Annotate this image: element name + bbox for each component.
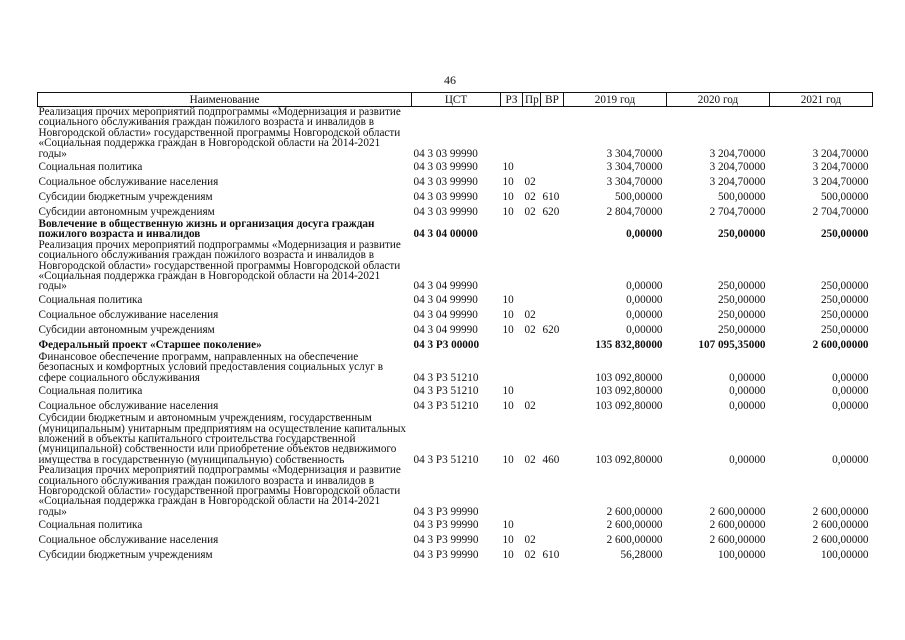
row-amount-2021: 100,00000	[820, 549, 869, 562]
table-row	[38, 352, 873, 383]
row-pr	[523, 159, 541, 174]
row-name: Социальная политика	[38, 293, 143, 306]
row-vr	[541, 240, 564, 292]
row-amount-2021: 2 704,70000	[812, 206, 869, 219]
row-pr	[523, 107, 541, 160]
row-amount-2020: 100,00000	[717, 549, 766, 562]
row-pr	[523, 465, 541, 517]
row-pr	[523, 219, 541, 240]
header-2020: 2020 год	[667, 93, 770, 107]
row-cst: 04 3 03 99990	[413, 206, 478, 219]
row-amount-2019: 3 304,70000	[606, 176, 663, 189]
table-row	[38, 337, 873, 352]
row-name: Социальное обслуживание населения	[38, 176, 219, 189]
row-name: Реализация прочих мероприятий подпрограммы «Модернизация и развитие социального обслуживания граждан пожилого возраста и инвалидов в Новгородской области» государственной программы Новгородской области «Социальная поддержка граждан в Новгородской области на 2014-2021 годы»	[38, 239, 401, 292]
row-amount-2021: 2 600,00000	[812, 505, 869, 518]
row-amount-2021: 3 204,70000	[812, 176, 869, 189]
row-amount-2020: 250,00000	[717, 323, 766, 336]
row-pr: 02	[524, 534, 536, 547]
row-name: Социальное обслуживание населения	[38, 308, 219, 321]
row-rz	[501, 107, 523, 160]
row-vr	[541, 352, 564, 383]
row-name: Финансовое обеспечение программ, направленных на обеспечение безопасных и комфортных условий предоставления социальных услуг в сфере социального обслуживания	[38, 351, 383, 384]
row-amount-2021: 3 204,70000	[812, 147, 869, 160]
row-vr: 620	[542, 206, 560, 219]
row-name: Федеральный проект «Старшее поколение»	[38, 338, 262, 351]
table-row	[38, 219, 873, 240]
row-amount-2020: 250,00000	[717, 228, 766, 240]
header-rz: РЗ	[501, 93, 523, 107]
row-amount-2020: 2 600,00000	[709, 534, 766, 547]
row-vr: 460	[542, 453, 560, 466]
row-cst: 04 3 P3 99990	[413, 549, 479, 562]
row-amount-2019: 56,28000	[620, 549, 663, 562]
row-name: Социальное обслуживание населения	[38, 534, 219, 547]
row-vr	[541, 337, 564, 352]
row-rz: 10	[502, 453, 514, 466]
row-cst: 04 3 P3 51210	[413, 400, 479, 413]
row-cst: 04 3 04 99990	[413, 323, 478, 336]
row-pr	[523, 292, 541, 307]
row-vr	[541, 107, 564, 160]
row-amount-2020: 3 204,70000	[709, 176, 766, 189]
row-rz	[501, 465, 523, 517]
row-name: Социальное обслуживание населения	[38, 400, 219, 413]
row-amount-2019: 2 600,00000	[606, 534, 663, 547]
row-cst: 04 3 P3 00000	[413, 338, 480, 351]
row-rz	[501, 240, 523, 292]
table-row	[38, 383, 873, 398]
row-vr	[541, 174, 564, 189]
row-pr: 02	[524, 549, 536, 562]
row-amount-2020: 2 704,70000	[709, 206, 766, 219]
row-cst: 04 3 04 99990	[413, 293, 478, 306]
row-name: Реализация прочих мероприятий подпрограммы «Модернизация и развитие социального обслуживания граждан пожилого возраста и инвалидов в Новгородской области» государственной программы Новгородской области «Социальная поддержка граждан в Новгородской области на 2014-2021 годы»	[38, 106, 401, 160]
row-vr	[541, 292, 564, 307]
row-cst: 04 3 03 99990	[413, 176, 478, 189]
row-pr	[523, 352, 541, 383]
table-row	[38, 465, 873, 517]
row-amount-2019: 3 304,70000	[606, 161, 663, 174]
row-amount-2021: 0,00000	[832, 453, 869, 466]
row-amount-2021: 2 600,00000	[812, 534, 869, 547]
row-amount-2019: 2 804,70000	[606, 206, 663, 219]
row-rz: 10	[502, 308, 514, 321]
table-body	[38, 107, 873, 563]
row-rz: 10	[502, 176, 514, 189]
row-amount-2019: 500,00000	[614, 191, 663, 204]
row-amount-2020: 0,00000	[729, 400, 766, 413]
row-cst: 04 3 04 99990	[413, 308, 478, 321]
row-pr: 02	[524, 191, 536, 204]
table-row	[38, 517, 873, 532]
table-header-row	[38, 93, 873, 107]
table-row	[38, 307, 873, 322]
row-rz: 10	[502, 206, 514, 219]
row-amount-2020: 3 204,70000	[709, 161, 766, 174]
row-cst: 04 3 03 99990	[413, 147, 478, 160]
header-2021: 2021 год	[770, 93, 873, 107]
row-name: Субсидии бюджетным учреждениям	[38, 191, 213, 204]
row-amount-2021: 3 204,70000	[812, 161, 869, 174]
row-name: Социальная политика	[38, 161, 143, 174]
table-row	[38, 107, 873, 160]
row-pr: 02	[524, 176, 536, 189]
row-amount-2019: 0,00000	[626, 323, 663, 336]
row-amount-2020: 107 095,35000	[698, 338, 766, 351]
row-amount-2019: 0,00000	[626, 308, 663, 321]
row-amount-2021: 2 600,00000	[812, 519, 869, 532]
table-row	[38, 204, 873, 219]
row-amount-2019: 2 600,00000	[606, 519, 663, 532]
row-cst: 04 3 P3 99990	[413, 519, 479, 532]
row-amount-2019: 135 832,80000	[595, 338, 663, 351]
row-amount-2021: 0,00000	[832, 371, 869, 384]
row-pr: 02	[524, 400, 536, 413]
row-cst: 04 3 03 99990	[413, 161, 478, 174]
row-rz	[501, 337, 523, 352]
row-amount-2020: 500,00000	[717, 191, 766, 204]
row-amount-2019: 103 092,80000	[595, 371, 663, 384]
row-vr	[541, 517, 564, 532]
row-cst: 04 3 P3 51210	[413, 453, 479, 466]
table-row	[38, 292, 873, 307]
row-cst: 04 3 04 00000	[413, 228, 478, 240]
row-rz	[501, 352, 523, 383]
row-rz: 10	[502, 161, 514, 174]
row-name: Субсидии бюджетным учреждениям	[38, 549, 213, 562]
row-vr	[541, 159, 564, 174]
row-name: Субсидии автономным учреждениям	[38, 206, 215, 219]
table-row	[38, 398, 873, 413]
table-row	[38, 240, 873, 292]
row-name: Социальная политика	[38, 385, 143, 398]
row-amount-2019: 3 304,70000	[606, 147, 663, 160]
header-pr: Пр	[523, 93, 541, 107]
row-amount-2021: 250,00000	[820, 308, 869, 321]
table-row	[38, 413, 873, 465]
row-amount-2019: 103 092,80000	[595, 400, 663, 413]
row-rz: 10	[502, 385, 514, 398]
row-name: Субсидии бюджетным и автономным учреждениям, государственным (муниципальным) унитарным предприятиям на осуществление капитальных вложений в объекты капитального строительства государственной (муниципальной) собственности или приобретение объектов недвижимого имущества в государственную (муниципальную) собственность	[38, 413, 407, 466]
budget-table	[37, 92, 873, 562]
row-rz: 10	[502, 191, 514, 204]
row-amount-2020: 0,00000	[729, 385, 766, 398]
row-rz: 10	[502, 323, 514, 336]
row-amount-2021: 250,00000	[820, 293, 869, 306]
header-cst: ЦСТ	[412, 93, 501, 107]
row-amount-2020: 2 600,00000	[709, 519, 766, 532]
row-amount-2019: 0,00000	[626, 228, 663, 240]
row-amount-2019: 2 600,00000	[606, 505, 663, 518]
row-cst: 04 3 P3 99990	[413, 534, 479, 547]
table-row	[38, 159, 873, 174]
row-amount-2021: 250,00000	[820, 323, 869, 336]
row-vr	[541, 383, 564, 398]
row-pr	[523, 240, 541, 292]
row-pr: 02	[524, 453, 536, 466]
row-amount-2020: 0,00000	[729, 453, 766, 466]
row-cst: 04 3 03 99990	[413, 191, 478, 204]
header-name: Наименование	[38, 93, 412, 107]
page-number: 46	[444, 73, 456, 87]
table-row	[38, 174, 873, 189]
row-pr	[523, 517, 541, 532]
row-rz: 10	[502, 400, 514, 413]
row-amount-2021: 0,00000	[832, 400, 869, 413]
row-amount-2019: 103 092,80000	[595, 453, 663, 466]
row-pr	[523, 337, 541, 352]
row-vr: 610	[542, 549, 560, 562]
table-row	[38, 322, 873, 337]
row-cst: 04 3 P3 99990	[413, 505, 479, 518]
table-row	[38, 189, 873, 204]
row-name: Реализация прочих мероприятий подпрограммы «Модернизация и развитие социального обслуживания граждан пожилого возраста и инвалидов в Новгородской области» государственной программы Новгородской области «Социальная поддержка граждан в Новгородской области на 2014-2021 годы»	[38, 465, 401, 518]
row-amount-2020: 250,00000	[717, 308, 766, 321]
row-amount-2021: 250,00000	[820, 280, 869, 292]
row-rz: 10	[502, 549, 514, 562]
row-amount-2021: 2 600,00000	[812, 338, 869, 351]
row-vr	[541, 465, 564, 517]
row-name: Субсидии автономным учреждениям	[38, 323, 215, 336]
row-cst: 04 3 04 99990	[413, 280, 478, 292]
row-vr: 620	[542, 323, 560, 336]
row-name: Вовлечение в общественную жизнь и организация досуга граждан пожилого возраста и инвалидов	[38, 219, 375, 240]
row-pr: 02	[524, 206, 536, 219]
row-pr: 02	[524, 308, 536, 321]
row-rz: 10	[502, 534, 514, 547]
row-vr	[541, 307, 564, 322]
row-cst: 04 3 P3 51210	[413, 385, 479, 398]
row-amount-2020: 2 600,00000	[709, 505, 766, 518]
table-row	[38, 532, 873, 547]
row-rz: 10	[502, 293, 514, 306]
row-amount-2019: 103 092,80000	[595, 385, 663, 398]
row-vr	[541, 398, 564, 413]
table-row	[38, 547, 873, 562]
row-name: Социальная политика	[38, 519, 143, 532]
row-vr	[541, 219, 564, 240]
row-vr: 610	[542, 191, 560, 204]
header-vr: ВР	[541, 93, 564, 107]
row-amount-2019: 0,00000	[626, 293, 663, 306]
row-amount-2020: 0,00000	[729, 371, 766, 384]
row-vr	[541, 532, 564, 547]
row-cst: 04 3 P3 51210	[413, 371, 479, 384]
header-2019: 2019 год	[564, 93, 667, 107]
row-amount-2020: 250,00000	[717, 293, 766, 306]
row-pr: 02	[524, 323, 536, 336]
row-amount-2021: 250,00000	[820, 228, 869, 240]
row-amount-2021: 0,00000	[832, 385, 869, 398]
row-amount-2019: 0,00000	[626, 280, 663, 292]
row-rz	[501, 219, 523, 240]
row-rz: 10	[502, 519, 514, 532]
row-amount-2021: 500,00000	[820, 191, 869, 204]
row-amount-2020: 250,00000	[717, 280, 766, 292]
row-pr	[523, 383, 541, 398]
row-amount-2020: 3 204,70000	[709, 147, 766, 160]
